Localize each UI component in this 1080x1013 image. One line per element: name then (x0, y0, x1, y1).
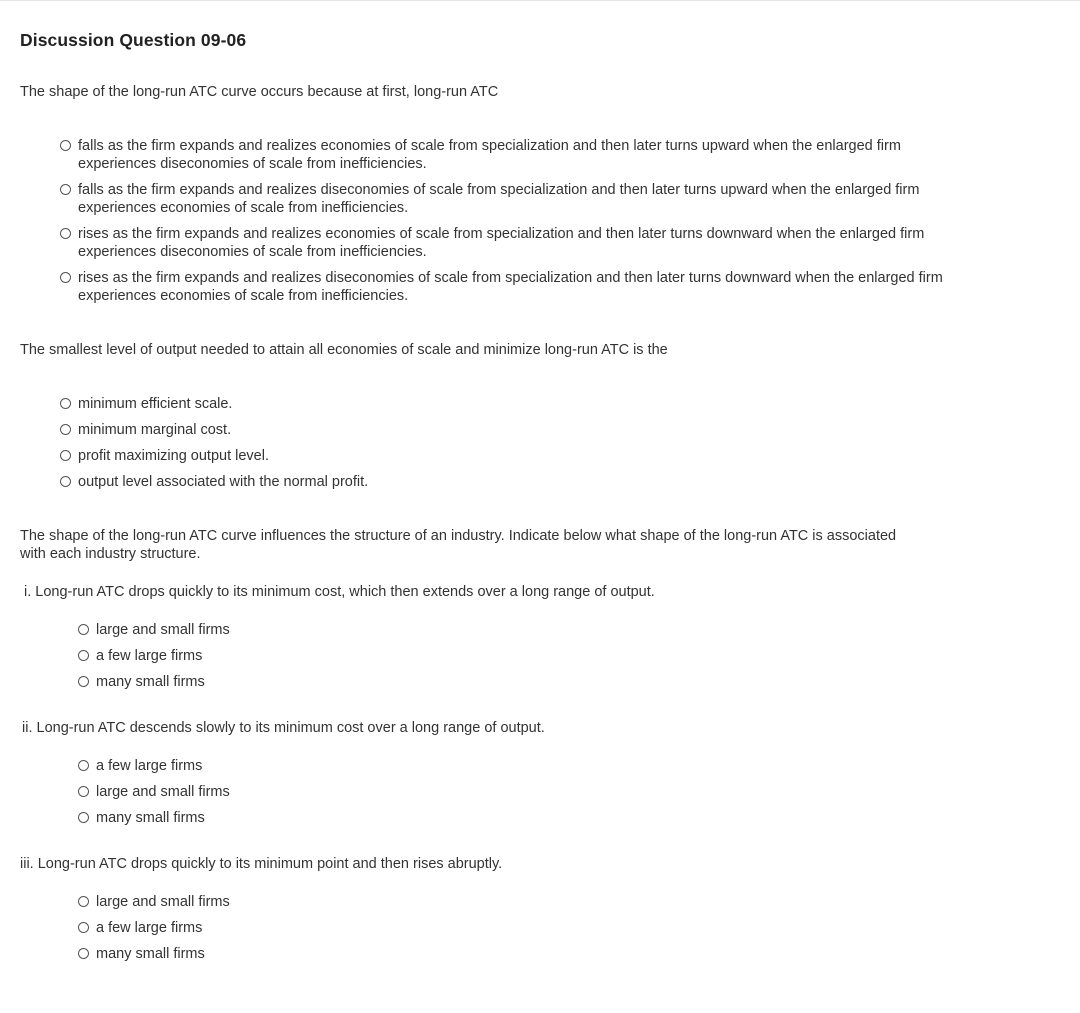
question-1-option-d[interactable] (60, 269, 960, 305)
option-label: many small firms (96, 946, 205, 962)
option-label: rises as the firm expands and realizes economies of scale from specialization and then later turns downward when the enlarged firm experiences diseconomies of scale from inefficiencies. (78, 226, 925, 260)
question-3-part-ii-options (78, 757, 478, 827)
option-label: many small firms (96, 674, 205, 690)
question-3-part-ii-prompt: ii. Long-run ATC descends slowly to its minimum cost over a long range of output. (22, 720, 545, 736)
question-3-part-i-prompt: i. Long-run ATC drops quickly to its minimum cost, which then extends over a long range of output. (24, 584, 655, 600)
question-1-option-c[interactable] (60, 225, 960, 261)
radio-button[interactable] (60, 184, 71, 195)
radio-button[interactable] (78, 624, 89, 635)
radio-button[interactable] (78, 786, 89, 797)
option-label: minimum efficient scale. (78, 396, 233, 412)
question-1-option-b[interactable] (60, 181, 960, 217)
option-label: large and small firms (96, 784, 230, 800)
radio-button[interactable] (78, 812, 89, 823)
question-2-option-b[interactable] (60, 421, 660, 439)
question-1-prompt: The shape of the long-run ATC curve occurs because at first, long-run ATC (20, 84, 499, 100)
part-ii-option-c[interactable] (78, 809, 478, 827)
question-1-option-a[interactable] (60, 137, 960, 173)
question-3-prompt: The shape of the long-run ATC curve influences the structure of an industry. Indicate below what shape of the long-run ATC is associated with each industry structure. (20, 528, 897, 562)
question-3-part-i-options (78, 621, 478, 691)
question-2-option-d[interactable] (60, 473, 660, 491)
question-2-options (60, 395, 660, 491)
question-3-part-iii-prompt: iii. Long-run ATC drops quickly to its minimum point and then rises abruptly. (20, 856, 503, 872)
option-label: many small firms (96, 810, 205, 826)
option-label: falls as the firm expands and realizes diseconomies of scale from specialization and then later turns upward when the enlarged firm experiences economies of scale from inefficiencies. (78, 182, 920, 216)
radio-button[interactable] (78, 760, 89, 771)
option-label: large and small firms (96, 894, 230, 910)
radio-button[interactable] (60, 424, 71, 435)
question-2-option-c[interactable] (60, 447, 660, 465)
part-ii-option-a[interactable] (78, 757, 478, 775)
radio-button[interactable] (60, 476, 71, 487)
question-2-prompt: The smallest level of output needed to attain all economies of scale and minimize long-run ATC is the (20, 342, 668, 358)
radio-button[interactable] (60, 398, 71, 409)
radio-button[interactable] (60, 228, 71, 239)
option-label: a few large firms (96, 920, 203, 936)
part-i-option-a[interactable] (78, 621, 478, 639)
top-divider (0, 0, 1080, 1)
part-ii-option-b[interactable] (78, 783, 478, 801)
radio-button[interactable] (78, 948, 89, 959)
radio-button[interactable] (78, 650, 89, 661)
part-i-option-b[interactable] (78, 647, 478, 665)
option-label: rises as the firm expands and realizes diseconomies of scale from specialization and then later turns downward when the enlarged firm experiences economies of scale from inefficiencies. (78, 270, 943, 304)
radio-button[interactable] (60, 450, 71, 461)
option-label: large and small firms (96, 622, 230, 638)
option-label: minimum marginal cost. (78, 422, 232, 438)
option-label: falls as the firm expands and realizes economies of scale from specialization and then later turns upward when the enlarged firm experiences diseconomies of scale from inefficiencies. (78, 138, 901, 172)
part-iii-option-a[interactable] (78, 893, 478, 911)
radio-button[interactable] (60, 140, 71, 151)
radio-button[interactable] (60, 272, 71, 283)
radio-button[interactable] (78, 896, 89, 907)
option-label: profit maximizing output level. (78, 448, 269, 464)
question-3-part-iii-options (78, 893, 478, 963)
part-iii-option-c[interactable] (78, 945, 478, 963)
radio-button[interactable] (78, 922, 89, 933)
option-label: a few large firms (96, 648, 203, 664)
part-iii-option-b[interactable] (78, 919, 478, 937)
part-i-option-c[interactable] (78, 673, 478, 691)
page-title: Discussion Question 09-06 (20, 30, 247, 50)
option-label: a few large firms (96, 758, 203, 774)
option-label: output level associated with the normal profit. (78, 474, 369, 490)
question-1-options (60, 137, 960, 305)
question-2-option-a[interactable] (60, 395, 660, 413)
radio-button[interactable] (78, 676, 89, 687)
